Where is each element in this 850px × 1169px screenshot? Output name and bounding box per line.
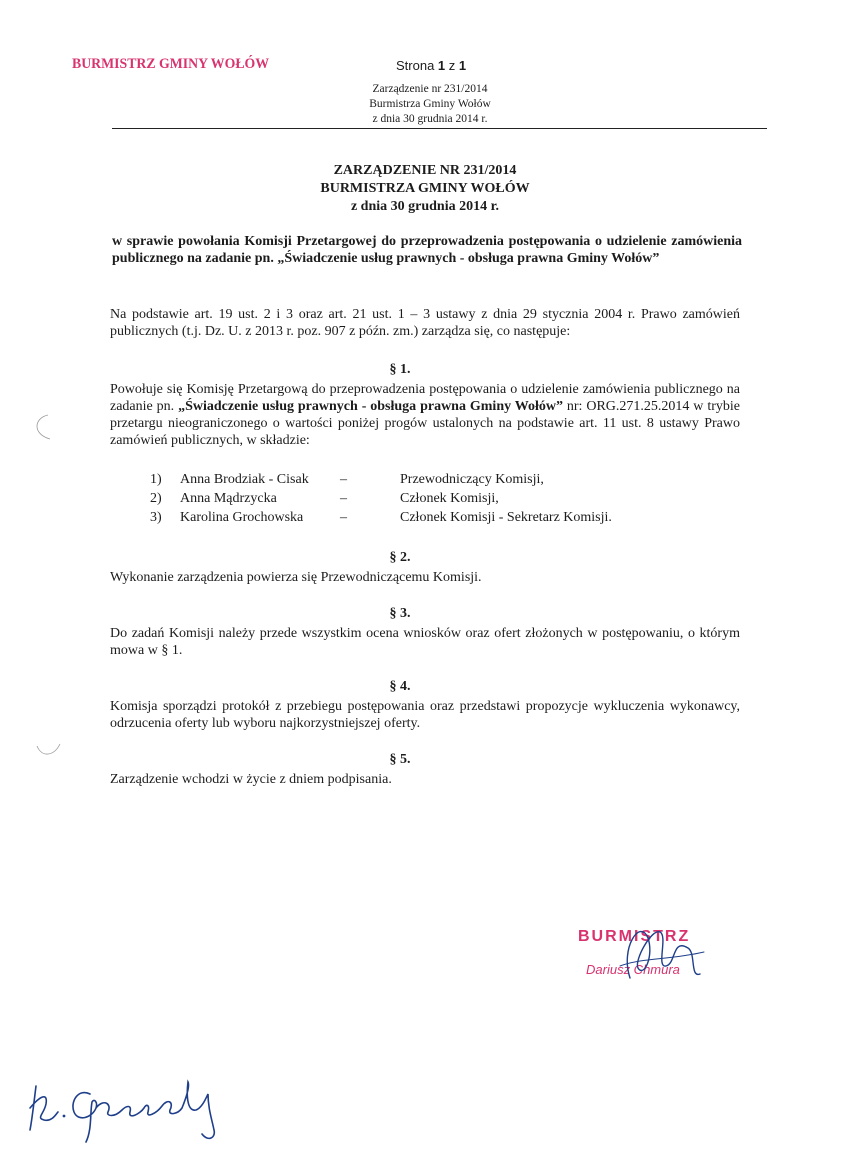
section-3-text: Do zadań Komisji należy przede wszystkim ocena wniosków oraz ofert złożonych w postępowaniu, o którym mowa w § 1. — [110, 626, 740, 658]
title-date: z dnia 30 grudnia 2014 r. — [350, 199, 500, 214]
reference-date: z dnia 30 grudnia 2014 r. — [372, 113, 488, 125]
section-5-text: Zarządzenie wchodzi w życie z dniem podpisania. — [110, 772, 392, 787]
document-page: BURMISTRZ GMINY WOŁÓW Strona 1 z 1 Zarządzenie nr 231/2014 Burmistrza Gminy Wołów z dnia 30 grudnia 2014 r. ZARZĄDZENIE NR 231/2014 BURMISTRZA GMINY WOŁÓW z dnia 30 grudnia 2014 r. w sprawie powołania Komisji Przetargowej do przeprowadzenia postępowania o udzielenie zamówienia publicznego na zadanie pn. „Świadczenie usług prawnych - obsługa prawna Gminy Wołów” Na podstawie art. 19 ust. 2 i 3 oraz art. 21 ust. 1 – 3 ustawy z dnia 29 stycznia 2004 r. Prawo zamówień publicznych (t.j. Dz. U. z 2013 r. poz. 907 z późn. zm.) zarządza się, co następuje: § 1. Powołuje się Komisję Przetargową do przeprowadzenia postępowania o udzielenie zamówienia publicznego na zadanie pn. „Świadczenie usług prawnych - obsługa prawna Gminy Wołów” nr: ORG.271.25.2014 w trybie przetargu nieograniczonego o wartości poniżej progów ustalonych na podstawie art. 11 ust. 8 ustawy Prawo zamówień publicznych, w składzie: 1) Anna Brodziak - Cisak – Przewodniczący Komisji, 2) Anna Mądrzycka – Członek Komisji, 3) Karolina Grochowska – Członek Komisji - Sekretarz Komisji. § 2. Wykonanie zarządzenia powierza się Przewodniczącemu Komisji. § 3. Do zadań Komisji należy przede wszystkim ocena wniosków oraz ofert złożonych w postępowaniu, o którym mowa w § 1. § 4. Komisja sporządzi protokół z przebiegu postępowania oraz przedstawi propozycje wykluczenia wykonawcy, odrzucenia oferty lub wyboru najkorzystniejszej oferty. § 5. Zarządzenie wchodzi w życie z dniem podpisania. BURMISTRZ Dariusz Chmura — [0, 0, 850, 1169]
mayor-handwritten-signature — [600, 908, 710, 998]
section-1-text: Powołuje się Komisję Przetargową do przeprowadzenia postępowania o udzielenie zamówienia publicznego na zadanie pn. „Świadczenie usług prawnych - obsługa prawna Gminy Wołów” nr: ORG.271.25.2014 w trybie przetargu nieograniczonego o wartości poniżej progów ustalonych na podstawie art. 11 ust. 8 ustawy Prawo zamówień publicznych, w składzie: — [110, 382, 740, 448]
document-subject: w sprawie powołania Komisji Przetargowej do przeprowadzenia postępowania o udzielenie zamówienia publicznego na zadanie pn. „Świadczenie usług prawnych - obsługa prawna Gminy Wołów” — [112, 234, 742, 266]
section-3-heading: § 3. — [389, 606, 411, 621]
section-5-heading: § 5. — [389, 752, 411, 767]
section-4-heading: § 4. — [389, 679, 411, 694]
document-reference — [330, 82, 530, 127]
section-4-text: Komisja sporządzi protokół z przebiegu postępowania oraz przedstawi propozycje wykluczenia wykonawcy, odrzucenia oferty lub wyboru najkorzystniejszej oferty. — [110, 699, 740, 731]
section-2-text: Wykonanie zarządzenia powierza się Przewodniczącemu Komisji. — [110, 570, 482, 585]
title-issuer: BURMISTRZA GMINY WOŁÓW — [320, 181, 530, 196]
signature-title: BURMISTRZ — [578, 928, 691, 945]
title-number: ZARZĄDZENIE NR 231/2014 — [333, 163, 517, 178]
handwritten-initials — [22, 1068, 232, 1148]
section-2-heading: § 2. — [389, 550, 411, 565]
reference-number: Zarządzenie nr 231/2014 — [372, 83, 488, 95]
signature-name: Dariusz Chmura — [586, 962, 680, 977]
hole-punch-mark — [34, 738, 64, 762]
page-counter: Strona 1 z 1 — [396, 58, 467, 73]
reference-issuer: Burmistrza Gminy Wołów — [369, 98, 491, 110]
document-title — [160, 162, 690, 216]
section-1-heading: § 1. — [389, 362, 411, 377]
office-stamp: BURMISTRZ GMINY WOŁÓW — [72, 56, 270, 72]
hole-punch-mark — [30, 412, 56, 442]
preamble: Na podstawie art. 19 ust. 2 i 3 oraz art. 21 ust. 1 – 3 ustawy z dnia 29 stycznia 2004 r. Prawo zamówień publicznych (t.j. Dz. U. z 2013 r. poz. 907 z późn. zm.) zarządza się, co następuje: — [110, 307, 740, 339]
header-divider — [112, 128, 767, 129]
